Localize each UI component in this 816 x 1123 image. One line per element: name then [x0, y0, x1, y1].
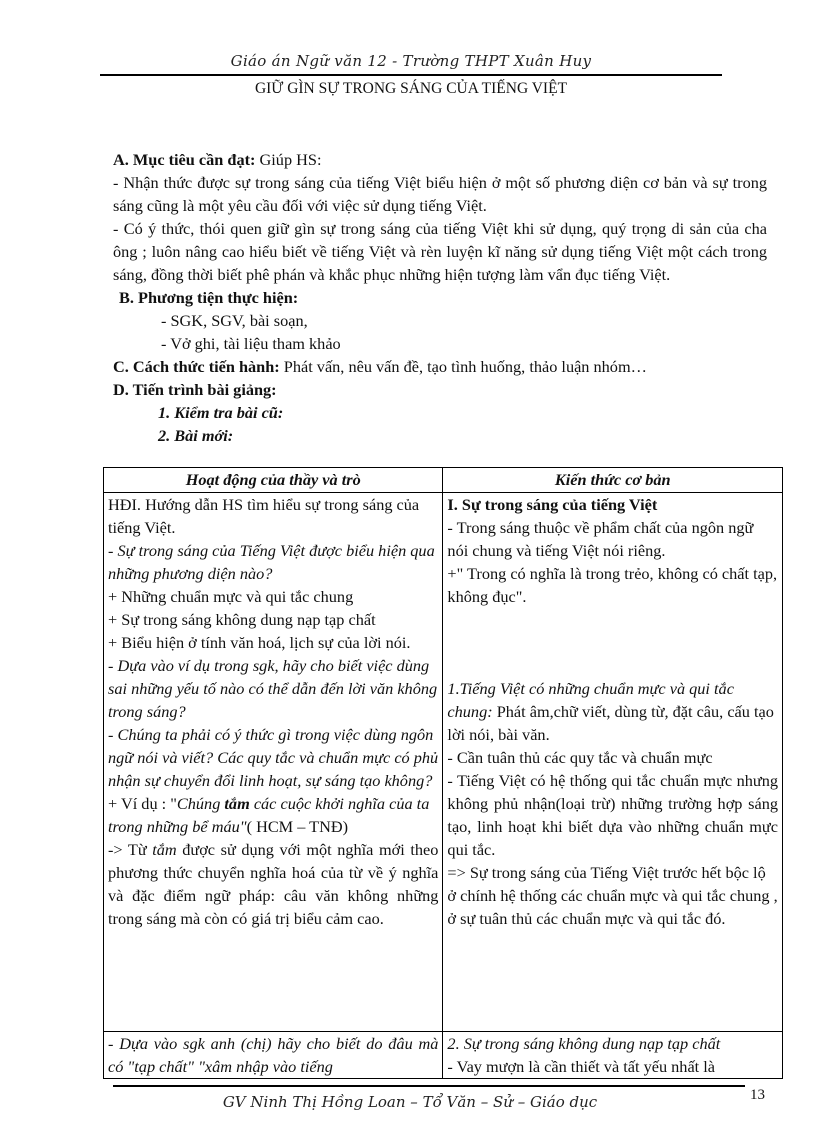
activity-answer: + Những chuẩn mực và qui tắc chung	[108, 587, 354, 606]
activity-answer: + Sự trong sáng không dung nạp tạp chất	[108, 610, 376, 629]
table-cell-knowledge	[443, 493, 783, 1032]
example-prefix: + Ví dụ : "	[108, 794, 177, 813]
table-header-knowledge: Kiến thức cơ bản	[443, 468, 783, 493]
knowledge-line: - Cần tuân thủ các quy tắc và chuẩn mực	[447, 748, 713, 767]
section-a	[113, 148, 767, 171]
section-c	[113, 355, 767, 378]
activity-question: - Sự trong sáng của Tiếng Việt được biểu hiện qua những phương diện nào?	[108, 541, 435, 583]
section-a-label: A. Mục tiêu cần đạt:	[113, 150, 256, 169]
section-d-sub-2: 2. Bài mới:	[158, 426, 234, 445]
explanation-text: được sử dụng với một nghĩa mới theo phương thức chuyển nghĩa hoá của từ về ý nghĩa và đặc điểm ngữ pháp: câu văn không những trong sáng mà còn có giá trị biểu cảm cao.	[108, 840, 439, 928]
section-c-text: Phát vấn, nêu vấn đề, tạo tình huống, thảo luận nhóm…	[279, 357, 647, 376]
lesson-table	[103, 467, 783, 1079]
activity-explanation	[108, 838, 438, 930]
section-a-paragraph-2: - Có ý thức, thói quen giữ gìn sự trong sáng của tiếng Việt khi sử dụng, quý trọng di sản của cha ông ; luôn nâng cao hiểu biết về tiếng Việt và rèn luyện kĩ năng sử dụng tiếng Việt một cách trong sáng, đồng thời biết phê phán và khắc phục những hiện tượng làm vẩn đục tiếng Việt.	[113, 219, 767, 284]
document-title: GIỮ GÌN SỰ TRONG SÁNG CỦA TIẾNG VIỆT	[254, 80, 568, 97]
table-header-activities: Hoạt động của thầy và trò	[104, 468, 443, 493]
section-b-item: - SGK, SGV, bài soạn,	[161, 311, 308, 330]
activity-line: HĐI. Hướng dẫn HS tìm hiểu sự trong sáng của tiếng Việt.	[108, 495, 420, 537]
section-a-intro: Giúp HS:	[255, 150, 322, 169]
page-number: 13	[750, 1087, 765, 1103]
section-a-paragraph-1: - Nhận thức được sự trong sáng của tiếng Việt biểu hiện ở một số phương diện cơ bản và sự trong sáng cũng là một yêu cầu đối với việc sử dụng tiếng Việt.	[113, 173, 767, 215]
knowledge-heading: I. Sự trong sáng của tiếng Việt	[447, 495, 658, 514]
section-d-label: D. Tiến trình bài giảng:	[113, 380, 277, 399]
table-row	[104, 493, 783, 1032]
table-header-row	[104, 468, 783, 493]
knowledge-line: => Sự trong sáng của Tiếng Việt trước hết bộc lộ ở chính hệ thống các chuẩn mực và qui tắc chung , ở sự tuân thủ các chuẩn mực và qui tắc đó.	[447, 863, 778, 928]
knowledge-line: - Vay mượn là cần thiết và tất yếu nhất là	[447, 1057, 716, 1076]
knowledge-subheading-italic: 1.Tiếng Việt có những chuẩn mực và qui tắc chung:	[447, 679, 734, 721]
section-c-label: C. Cách thức tiến hành:	[113, 357, 280, 376]
example-quote-end: các cuộc khởi nghĩa của ta trong những bể máu"	[108, 794, 430, 836]
document-body	[113, 148, 767, 447]
table-cell-activities	[104, 493, 443, 1032]
page-header: Giáo án Ngữ văn 12 - Trường THPT Xuân Huy	[230, 52, 592, 70]
activity-answer: + Biểu hiện ở tính văn hoá, lịch sự của lời nói.	[108, 633, 411, 652]
page-footer: GV Ninh Thị Hồng Loan – Tổ Văn – Sử – Giáo dục	[222, 1093, 598, 1111]
activity-example	[108, 792, 438, 838]
example-keyword: tắm	[224, 794, 250, 813]
knowledge-line: - Tiếng Việt có hệ thống qui tắc chuẩn mực nhưng không phủ nhận(loại trừ) những trường hợp sáng tạo, linh hoạt khi biết dựa vào những chuẩn mực qui tắc.	[447, 771, 778, 859]
example-source: ( HCM – TNĐ)	[246, 817, 349, 836]
header-rule	[100, 74, 722, 76]
knowledge-subheading	[447, 677, 778, 746]
spacer	[447, 608, 778, 677]
knowledge-subheading: 2. Sự trong sáng không dung nạp tạp chất	[447, 1034, 721, 1053]
knowledge-subheading-rest: Phát âm,chữ viết, dùng từ, đặt câu, cấu tạo lời nói, bài văn.	[447, 702, 774, 744]
section-d-sub-1: 1. Kiểm tra bài cũ:	[158, 403, 284, 422]
section-b-item: - Vở ghi, tài liệu tham khảo	[161, 334, 341, 353]
footer-rule	[113, 1085, 745, 1087]
explanation-prefix: -> Từ	[108, 840, 153, 859]
knowledge-line: +" Trong có nghĩa là trong trẻo, không có chất tạp, không đục".	[447, 564, 778, 606]
activity-question: - Dựa vào ví dụ trong sgk, hãy cho biết việc dùng sai những yếu tố nào có thể dẫn đến lời văn không trong sáng?	[108, 656, 438, 721]
explanation-keyword: tắm	[152, 840, 177, 859]
table-cell-activities: - Dựa vào sgk anh (chị) hãy cho biết do đâu mà có "tạp chất" "xâm nhập vào tiếng	[104, 1032, 443, 1079]
activity-question: - Chúng ta phải có ý thức gì trong việc dùng ngôn ngữ nói và viết? Các quy tắc và chuẩn mực có phủ nhận sự chuyển đổi linh hoạt, sự sáng tạo không?	[108, 725, 439, 790]
table-cell-knowledge	[443, 1032, 783, 1079]
section-b-label: B. Phương tiện thực hiện:	[119, 288, 299, 307]
table-row	[104, 1032, 783, 1079]
example-quote-start: Chúng	[176, 794, 225, 813]
knowledge-line: - Trong sáng thuộc về phẩm chất của ngôn ngữ nói chung và tiếng Việt nói riêng.	[447, 518, 754, 560]
